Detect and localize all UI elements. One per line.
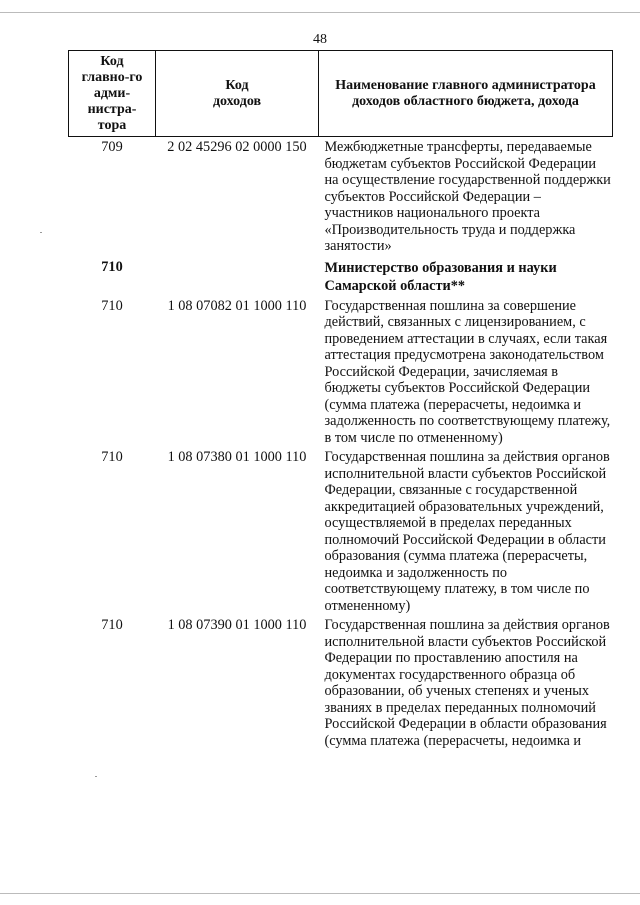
header-name-label: Наименование главного администратора доходов областного бюджета, дохода — [335, 77, 596, 109]
table-row — [69, 446, 613, 614]
admin-code-cell: 709 — [101, 139, 123, 155]
admin-code-cell: 710 — [101, 617, 123, 633]
page-number: 48 — [313, 32, 327, 47]
income-code-cell: 1 08 07390 01 1000 110 — [167, 617, 307, 633]
header-admin-code — [69, 51, 156, 137]
header-name — [319, 51, 613, 137]
table-row — [69, 137, 613, 255]
income-name-cell: Государственная пошлина за действия органов исполнительной власти субъектов Российской Федерации по проставлению апостиля на документах государственного образца об образовании, об ученых степенях и ученых званиях в пределах переданных полномочий Российской Федерации в области образования (сумма платежа (перерасчеты, недоимка и — [324, 617, 610, 749]
income-code-cell: 1 08 07082 01 1000 110 — [167, 297, 307, 314]
bottom-edge-line — [0, 893, 640, 894]
admin-code-cell: 710 — [101, 297, 123, 314]
admin-code-cell: 710 — [101, 258, 123, 275]
scan-mark — [95, 776, 97, 777]
income-name-cell: Государственная пошлина за действия органов исполнительной власти субъектов Российской Федерации, связанные с государственной аккредитацией образовательных учреждений, осуществляемой в пределах переданных полномочий Российской Федерации в области образования (сумма платежа (перерасчеты, недоимка и задолженность по соответствующему платежу, в том числе по отмененному) — [324, 449, 610, 614]
table-row — [69, 614, 613, 749]
table-row — [69, 295, 613, 447]
income-code-cell: 2 02 45296 02 0000 150 — [167, 139, 307, 155]
table-header-row — [69, 51, 613, 137]
administrator-name-cell: Министерство образования и науки Самарской области** — [324, 259, 557, 294]
income-codes-table — [68, 50, 613, 749]
income-code-cell: 1 08 07380 01 1000 110 — [167, 449, 307, 465]
income-name-cell: Государственная пошлина за совершение действий, связанных с лицензированием, с проведением аттестации в случаях, если такая аттестация предусмотрена законодательством Российской Федерации, зачисляемая в бюджеты субъектов Российской Федерации (сумма платежа (перерасчеты, недоимка и задолженность по соответствующему платежу, в том числе по отмененному) — [324, 297, 611, 446]
header-admin-code-label: Код главно-го адми-нистра-тора — [81, 53, 143, 133]
admin-code-cell: 710 — [101, 449, 123, 465]
income-name-cell: Межбюджетные трансферты, передаваемые бюджетам субъектов Российской Федерации на осуществление государственной поддержки субъектов Российской Федерации – участников национального проекта «Производительность труда и поддержка занятости» — [324, 139, 611, 254]
header-income-code — [156, 51, 319, 137]
scan-mark — [40, 232, 42, 233]
income-code-cell — [156, 255, 319, 295]
header-income-code-label: Код доходов — [212, 77, 262, 109]
top-edge-line — [0, 12, 640, 13]
table-row — [69, 255, 613, 295]
